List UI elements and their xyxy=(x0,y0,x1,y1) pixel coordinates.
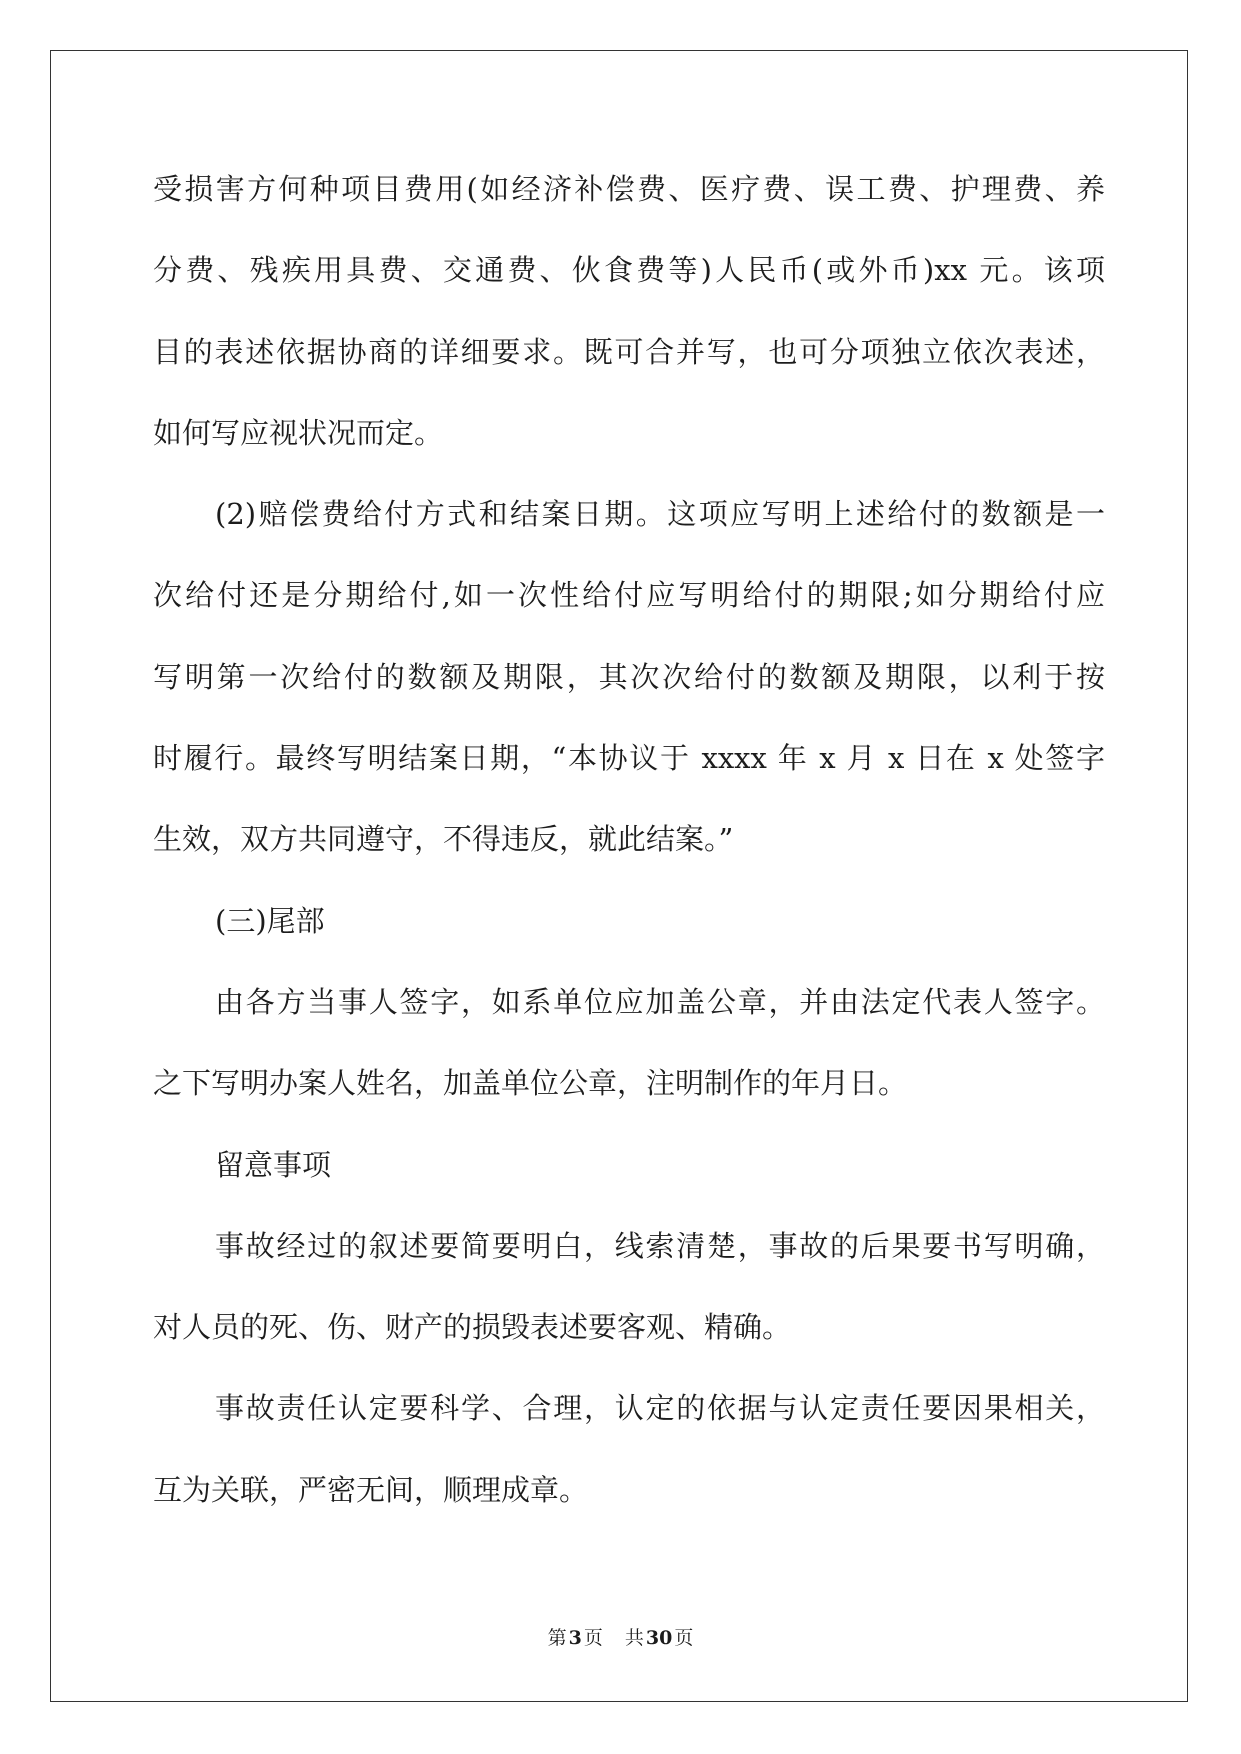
paragraph-line: 事故责任认定要科学、合理，认定的依据与认定责任要因果相关， xyxy=(215,1391,1105,1426)
paragraph-line: 次给付还是分期给付,如一次性给付应写明给付的期限;如分期给付应 xyxy=(153,578,1105,613)
paragraph-line: 受损害方何种项目费用(如经济补偿费、医疗费、误工费、护理费、养 xyxy=(153,172,1105,206)
section-heading: 留意事项 xyxy=(215,1147,332,1182)
paragraph-line: 由各方当事人签字，如系单位应加盖公章，并由法定代表人签字。 xyxy=(215,984,1105,1019)
paragraph-line: 如何写应视状况而定。 xyxy=(153,415,444,450)
page-label-suffix: 页 xyxy=(583,1627,603,1649)
total-label-suffix: 页 xyxy=(674,1627,694,1649)
page-number: 3 xyxy=(568,1627,582,1649)
paragraph-line: 目的表述依据协商的详细要求。既可合并写，也可分项独立依次表述， xyxy=(153,334,1105,369)
total-pages: 30 xyxy=(645,1627,673,1649)
paragraph-line: 分费、残疾用具费、交通费、伙食费等)人民币(或外币)xx 元。该项 xyxy=(153,253,1105,288)
paragraph-line: 写明第一次给付的数额及期限，其次次给付的数额及期限，以利于按 xyxy=(153,659,1105,694)
paragraph-line: 时履行。最终写明结案日期，“本协议于 xxxx 年 x 月 x 日在 x 处签字 xyxy=(153,741,1105,776)
total-label-prefix: 共 xyxy=(624,1627,644,1649)
paragraph-line: 对人员的死、伤、财产的损毁表述要客观、精确。 xyxy=(153,1310,792,1345)
page-footer xyxy=(0,1624,1241,1652)
paragraph-line: 事故经过的叙述要简要明白，线索清楚，事故的后果要书写明确， xyxy=(215,1228,1105,1263)
paragraph-line: 生效，双方共同遵守，不得违反，就此结案。” xyxy=(153,822,734,857)
paragraph-line: 之下写明办案人姓名，加盖单位公章，注明制作的年月日。 xyxy=(153,1066,908,1101)
section-heading: (三)尾部 xyxy=(215,903,325,938)
page-label-prefix: 第 xyxy=(547,1627,567,1649)
paragraph-line: 互为关联，严密无间，顺理成章。 xyxy=(153,1472,589,1507)
document-body xyxy=(153,149,1105,1531)
paragraph-line: (2)赔偿费给付方式和结案日期。这项应写明上述给付的数额是一 xyxy=(215,497,1105,532)
